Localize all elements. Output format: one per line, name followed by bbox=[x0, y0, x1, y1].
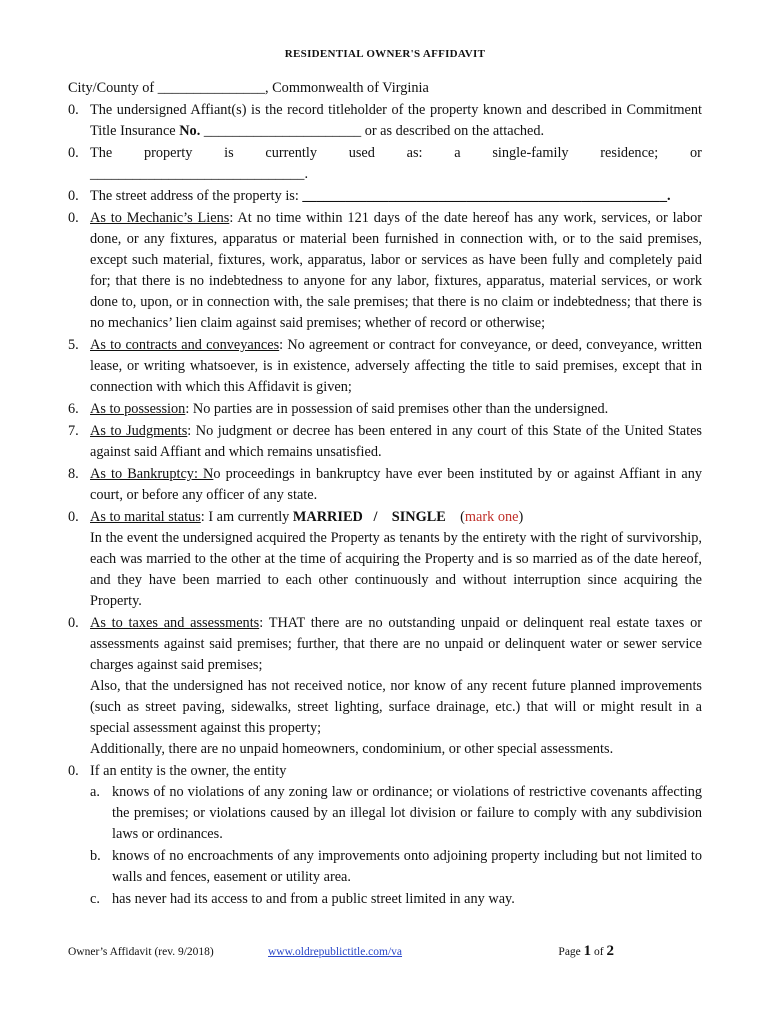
sub-item-access bbox=[90, 889, 702, 910]
sub-item-letter: c. bbox=[90, 891, 100, 907]
sub-item-text: has never had its access to and from a public street limited in any way. bbox=[112, 891, 515, 907]
item-property-use bbox=[68, 143, 702, 185]
property-use-blank: ______________________________. bbox=[90, 166, 309, 182]
item-text: o proceedings in bankruptcy have ever been instituted by or against Affiant in any court, or before any officer of any state. bbox=[90, 466, 703, 503]
word: used bbox=[348, 145, 375, 161]
item-heading: As to Mechanic’s Liens bbox=[90, 210, 230, 226]
item-number: 8. bbox=[68, 466, 79, 482]
page-total: 2 bbox=[606, 943, 614, 959]
page-current: 1 bbox=[583, 943, 592, 959]
item-judgments bbox=[68, 421, 702, 463]
item-bankruptcy bbox=[68, 464, 702, 506]
item-entity-owner bbox=[68, 761, 702, 910]
item-number: 0. bbox=[68, 102, 79, 118]
item-contracts-conveyances bbox=[68, 335, 702, 398]
word: is bbox=[224, 145, 234, 161]
item-number: 7. bbox=[68, 423, 79, 439]
page-label: Page bbox=[558, 946, 584, 958]
item-number: 0. bbox=[68, 615, 79, 631]
item-heading: As to Judgments bbox=[90, 423, 188, 439]
item-number: 0. bbox=[68, 145, 79, 161]
item-bold-label: No. bbox=[179, 123, 201, 139]
website-link[interactable]: www.oldrepublictitle.com/va bbox=[268, 946, 403, 958]
item-text: : No parties are in possession of said premises other than the undersigned. bbox=[185, 401, 609, 417]
page-number bbox=[558, 943, 614, 960]
word: or bbox=[689, 145, 702, 161]
sub-item-letter: a. bbox=[90, 784, 100, 800]
city-county-line: City/County of _______________, Commonwealth of Virginia bbox=[68, 80, 429, 96]
marital-options: MARRIED / SINGLE bbox=[292, 509, 446, 525]
item-number: 6. bbox=[68, 401, 79, 417]
paren-close: ) bbox=[518, 509, 524, 525]
item-number: 0. bbox=[68, 188, 79, 204]
document-title: RESIDENTIAL OWNER'S AFFIDAVIT bbox=[284, 48, 486, 60]
item-number: 5. bbox=[68, 337, 79, 353]
address-blank: ___________________________________________________. bbox=[302, 188, 671, 204]
item-text: The undersigned Affiant(s) is the record titleholder of the property known and described in Commitment Title Insurance bbox=[90, 102, 702, 139]
item-heading: As to possession bbox=[90, 401, 186, 417]
item-mechanics-liens bbox=[68, 208, 702, 334]
item-heading: As to contracts and conveyances bbox=[90, 337, 280, 353]
item-taxes-assessments bbox=[68, 613, 702, 760]
special-assessments-paragraph: Additionally, there are no unpaid homeowners, condominium, or other special assessments. bbox=[90, 741, 614, 757]
page-footer bbox=[68, 943, 702, 964]
word: single-family bbox=[492, 145, 569, 161]
item-text: If an entity is the owner, the entity bbox=[90, 763, 287, 779]
sub-item-encroachments bbox=[90, 846, 702, 888]
word: currently bbox=[265, 145, 317, 161]
item-possession bbox=[68, 399, 702, 420]
item-text: : No agreement or contract for conveyance, or deed, conveyance, written lease, or writing whatsoever, is in existence, adversely affecting the title to said premises, except that in connection with which this Affidavit is given; bbox=[90, 337, 702, 395]
mark-one-note: mark one bbox=[464, 509, 519, 525]
item-heading: As to marital status bbox=[90, 509, 201, 525]
item-heading: As to Bankruptcy: N bbox=[90, 466, 214, 482]
form-revision: Owner’s Affidavit (rev. 9/2018) bbox=[68, 946, 214, 958]
sub-item-text: knows of no encroachments of any improvements onto adjoining property including but not limited to walls and fences, easement or utility area. bbox=[112, 848, 702, 885]
item-heading: As to taxes and assessments bbox=[90, 615, 260, 631]
planned-improvements-paragraph: Also, that the undersigned has not received notice, nor know of any recent future planned improvements (such as street paving, sidewalks, street lighting, surface drainage, etc.) that will or might result in a special assessment against this property; bbox=[90, 678, 702, 736]
word: as: bbox=[406, 145, 423, 161]
word: residence; bbox=[600, 145, 659, 161]
word: a bbox=[454, 145, 461, 161]
item-text: : At no time within 121 days of the date hereof has any work, services, or labor done, or any fixtures, apparatus or material been furnished in connection with, or to the said premises, except such material, fixtures, work, apparatus, labor or services as have been fully and completely paid for; that there is no indebtedness to anyone for any labor, fixtures, apparatus, material services, or work done to, upon, or in connection with, the sale premises; that there is no claim or indebtedness; that there is no mechanics’ lien claim against said premises; whether of record or otherwise; bbox=[90, 210, 702, 331]
sub-item-letter: b. bbox=[90, 848, 101, 864]
property-use-line bbox=[90, 143, 702, 164]
item-text: : No judgment or decree has been entered in any court of this State of the United States against said Affiant and which remains unsatisfied. bbox=[90, 423, 702, 460]
item-street-address bbox=[68, 186, 702, 207]
item-number: 0. bbox=[68, 509, 79, 525]
word: property bbox=[143, 145, 193, 161]
word: The bbox=[90, 145, 113, 161]
item-text: : THAT there are no outstanding unpaid or delinquent real estate taxes or assessments against said premises; further, that there are no unpaid or delinquent water or sewer service charges against said premises; bbox=[90, 615, 703, 673]
tenants-by-entirety-paragraph: In the event the undersigned acquired the Property as tenants by the entirety with the right of survivorship, each was married to the other at the time of acquiring the Property and is so married as of the date hereof, and they have been married to each other continuously and without interruption since acquiring the Property. bbox=[90, 530, 702, 609]
item-number: 0. bbox=[68, 210, 79, 226]
item-titleholder bbox=[68, 100, 702, 142]
item-text: The street address of the property is: bbox=[90, 188, 303, 204]
sub-item-text: knows of no violations of any zoning law or ordinance; or violations of restrictive covenants affecting the premises; or violations caused by an illegal lot division or failure to comply with any subdivision laws or ordinances. bbox=[112, 784, 702, 842]
page-of: of bbox=[591, 946, 607, 958]
paren-open: ( bbox=[445, 509, 465, 525]
sub-item-zoning bbox=[90, 782, 702, 845]
item-text: : I am currently bbox=[200, 509, 293, 525]
item-text-continued: ______________________ or as described on the attached. bbox=[200, 123, 545, 139]
item-number: 0. bbox=[68, 763, 79, 779]
item-marital-status bbox=[68, 507, 702, 612]
document-body bbox=[68, 78, 702, 911]
